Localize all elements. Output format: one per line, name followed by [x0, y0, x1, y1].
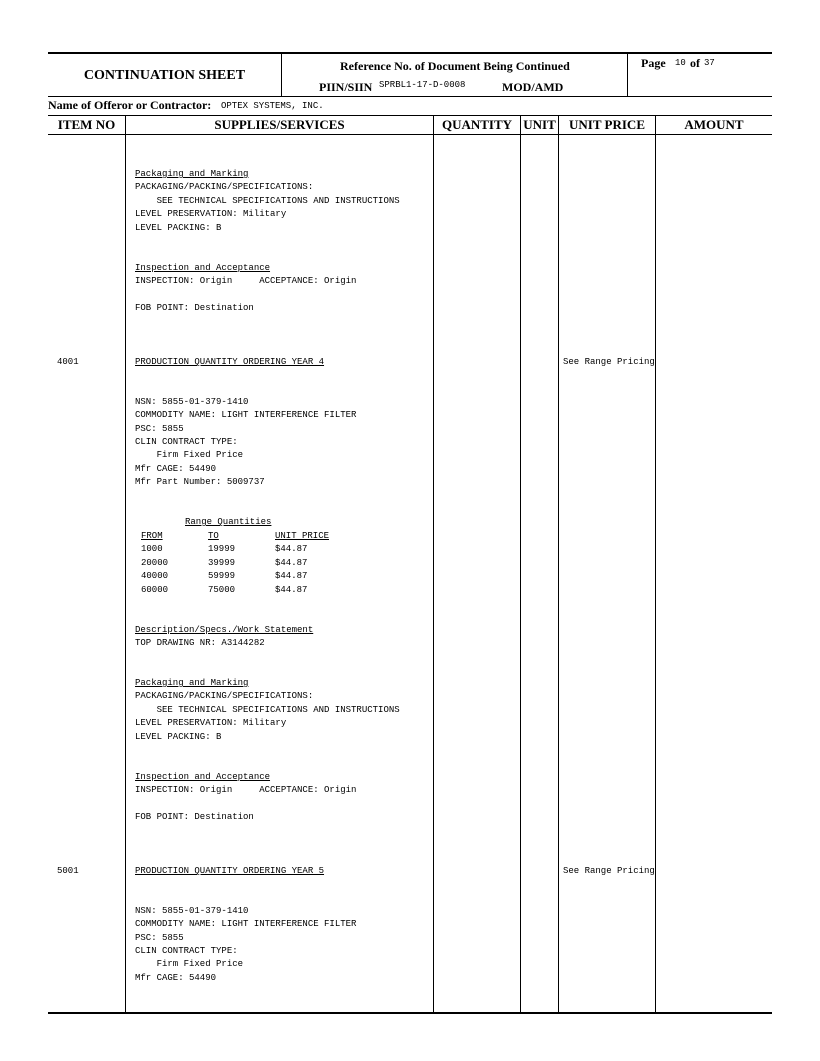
item-4001-inspection-heading: Inspection and Acceptance [135, 772, 271, 782]
item-5001-cage: Mfr CAGE: 54490 [135, 973, 217, 983]
range-row-2-from: 20000 [141, 558, 169, 568]
packaging-heading: Packaging and Marking [135, 169, 249, 179]
fob-point: FOB POINT: Destination [135, 303, 254, 313]
range-col-price: UNIT PRICE [275, 531, 330, 541]
col-amount: AMOUNT [684, 117, 744, 132]
range-row-2-price: $44.87 [275, 558, 308, 568]
col-quantity: QUANTITY [441, 117, 513, 132]
range-row-2-to: 39999 [208, 558, 236, 568]
packaging-specs: PACKAGING/PACKING/SPECIFICATIONS: [135, 182, 314, 192]
item-4001-packaging-heading: Packaging and Marking [135, 678, 249, 688]
column-header-bottom-rule [48, 134, 772, 135]
item-4001-part-number: Mfr Part Number: 5009737 [135, 477, 265, 487]
page-bottom-rule [48, 1012, 772, 1014]
mod-amd-label: MOD/AMD [502, 80, 564, 94]
range-row-3-to: 59999 [208, 571, 236, 581]
item-5001-clin-type: CLIN CONTRACT TYPE: [135, 946, 238, 956]
item-4001-top-drawing: TOP DRAWING NR: A3144282 [135, 638, 265, 648]
item-4001-psc: PSC: 5855 [135, 424, 184, 434]
item-5001-commodity: COMMODITY NAME: LIGHT INTERFERENCE FILTER [135, 919, 357, 929]
item-4001-clin-value: Firm Fixed Price [135, 450, 244, 460]
offeror-value: OPTEX SYSTEMS, INC. [221, 101, 324, 111]
range-col-from: FROM [141, 531, 163, 541]
item-4001-inspection-line: INSPECTION: Origin ACCEPTANCE: Origin [135, 785, 357, 795]
item-4001-fob-point: FOB POINT: Destination [135, 812, 254, 822]
range-row-4-to: 75000 [208, 585, 236, 595]
page-label: Page [641, 56, 666, 70]
column-header-top-rule [48, 115, 772, 116]
inspection-acceptance-line: INSPECTION: Origin ACCEPTANCE: Origin [135, 276, 357, 286]
header-divider-2 [627, 52, 628, 96]
item-5001-title: PRODUCTION QUANTITY ORDERING YEAR 5 [135, 866, 325, 876]
col-divider-quantity [520, 115, 521, 1012]
page-of-label: of [690, 56, 700, 70]
reference-label: Reference No. of Document Being Continued [340, 59, 570, 73]
item-number-5001: 5001 [57, 866, 79, 876]
offeror-label: Name of Offeror or Contractor: [48, 98, 212, 112]
range-row-4-price: $44.87 [275, 585, 308, 595]
header-divider-1 [281, 52, 282, 96]
range-row-4-from: 60000 [141, 585, 169, 595]
item-5001-clin-value: Firm Fixed Price [135, 959, 244, 969]
range-col-to: TO [208, 531, 219, 541]
piin-value: SPRBL1-17-D-0008 [379, 80, 466, 90]
col-supplies-services: SUPPLIES/SERVICES [214, 117, 345, 132]
col-item-no: ITEM NO [57, 117, 116, 132]
piin-label: PIIN/SIIN [319, 80, 373, 94]
item-5001-psc: PSC: 5855 [135, 933, 184, 943]
range-row-1-to: 19999 [208, 544, 236, 554]
item-number-4001: 4001 [57, 357, 79, 367]
header-bottom-rule [48, 96, 772, 97]
item-4001-level-packing: LEVEL PACKING: B [135, 732, 222, 742]
page-total: 37 [704, 58, 715, 68]
item-4001-level-preservation: LEVEL PRESERVATION: Military [135, 718, 287, 728]
item-4001-clin-type: CLIN CONTRACT TYPE: [135, 437, 238, 447]
level-preservation: LEVEL PRESERVATION: Military [135, 209, 287, 219]
item-5001-price-note: See Range Pricing [563, 866, 655, 876]
item-4001-packaging-specs: PACKAGING/PACKING/SPECIFICATIONS: [135, 691, 314, 701]
col-divider-unit [558, 115, 559, 1012]
item-4001-price-note: See Range Pricing [563, 357, 655, 367]
item-4001-description-heading: Description/Specs./Work Statement [135, 625, 314, 635]
item-4001-nsn: NSN: 5855-01-379-1410 [135, 397, 249, 407]
item-4001-commodity: COMMODITY NAME: LIGHT INTERFERENCE FILTER [135, 410, 357, 420]
col-unit-price: UNIT PRICE [569, 117, 645, 132]
col-divider-supplies [433, 115, 434, 1012]
col-unit: UNIT [523, 117, 556, 132]
range-row-1-from: 1000 [141, 544, 163, 554]
item-4001-packaging-see-specs: SEE TECHNICAL SPECIFICATIONS AND INSTRUCTIONS [135, 705, 400, 715]
range-quantities-title: Range Quantities [185, 517, 272, 527]
col-divider-unit-price [655, 115, 656, 1012]
item-5001-nsn: NSN: 5855-01-379-1410 [135, 906, 249, 916]
range-row-1-price: $44.87 [275, 544, 308, 554]
page-number: 10 [675, 58, 686, 68]
item-4001-cage: Mfr CAGE: 54490 [135, 464, 217, 474]
col-divider-item [125, 115, 126, 1012]
header-top-rule [48, 52, 772, 54]
packaging-see-specs: SEE TECHNICAL SPECIFICATIONS AND INSTRUCTIONS [135, 196, 400, 206]
item-4001-title: PRODUCTION QUANTITY ORDERING YEAR 4 [135, 357, 325, 367]
range-row-3-from: 40000 [141, 571, 169, 581]
sheet-title: CONTINUATION SHEET [83, 68, 246, 83]
range-row-3-price: $44.87 [275, 571, 308, 581]
inspection-heading: Inspection and Acceptance [135, 263, 271, 273]
level-packing: LEVEL PACKING: B [135, 223, 222, 233]
